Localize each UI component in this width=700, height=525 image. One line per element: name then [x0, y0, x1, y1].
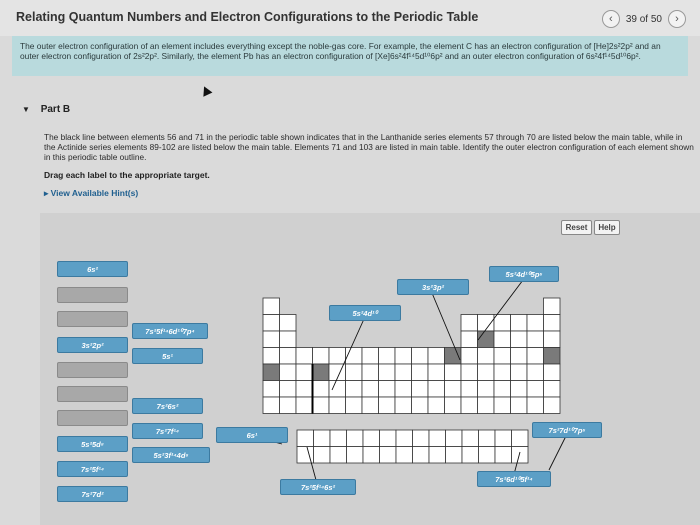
help-button[interactable]: Help — [594, 220, 620, 235]
element-cell — [478, 381, 495, 398]
element-cell — [527, 381, 544, 398]
element-cell — [263, 315, 280, 332]
element-cell — [527, 331, 544, 348]
f-block-cell — [380, 447, 397, 464]
element-cell — [544, 397, 561, 414]
f-block-cell — [429, 430, 446, 447]
label-7s2-6s2[interactable]: 7s²6s² — [132, 398, 203, 414]
element-cell — [313, 381, 330, 398]
element-cell — [494, 381, 511, 398]
element-cell — [346, 348, 363, 365]
element-cell — [263, 348, 280, 365]
f-block-cell — [413, 447, 430, 464]
chevron-left-icon[interactable]: ‹ — [602, 10, 620, 28]
element-cell — [527, 364, 544, 381]
element-cell — [346, 381, 363, 398]
f-block-cell — [396, 430, 413, 447]
f-block-cell — [462, 447, 479, 464]
f-block-cell — [297, 430, 314, 447]
element-cell — [296, 381, 313, 398]
element-cell — [296, 397, 313, 414]
element-cell — [527, 315, 544, 332]
element-cell — [428, 348, 445, 365]
label-3s2-2p2[interactable]: 3s²2p² — [57, 337, 128, 353]
element-cell — [280, 315, 297, 332]
page-counter: 39 of 50 — [625, 13, 662, 25]
element-cell — [313, 348, 330, 365]
element-cell — [263, 381, 280, 398]
label-7s2-6d10-5f14[interactable]: 7s²6d¹⁰5f¹⁴ — [477, 471, 551, 487]
instruction-text: Drag each label to the appropriate target. — [44, 170, 210, 180]
element-cell — [263, 364, 280, 381]
element-cell — [428, 364, 445, 381]
f-block-cell — [363, 447, 380, 464]
element-cell — [478, 315, 495, 332]
element-cell — [280, 331, 297, 348]
element-cell — [329, 397, 346, 414]
f-block-cell — [512, 430, 529, 447]
element-cell — [395, 381, 412, 398]
label-3s2-3p2[interactable]: 3s²3p² — [397, 279, 469, 295]
element-cell — [362, 364, 379, 381]
element-cell — [263, 298, 280, 315]
reset-button[interactable]: Reset — [561, 220, 592, 235]
f-block-cell — [495, 447, 512, 464]
label-5s2-4d10[interactable]: 5s²4d¹⁰ — [329, 305, 401, 321]
element-cell — [461, 348, 478, 365]
element-cell — [329, 381, 346, 398]
element-cell — [494, 364, 511, 381]
f-block-cell — [330, 447, 347, 464]
element-cell — [478, 397, 495, 414]
f-block-cell — [446, 430, 463, 447]
element-cell — [280, 397, 297, 414]
element-cell — [461, 381, 478, 398]
f-block-cell — [380, 430, 397, 447]
f-block-cell — [314, 447, 331, 464]
element-cell — [296, 348, 313, 365]
element-cell — [346, 397, 363, 414]
element-cell — [362, 397, 379, 414]
f-block-cell — [347, 447, 364, 464]
element-cell — [494, 315, 511, 332]
element-cell — [544, 331, 561, 348]
label-5s1[interactable]: 5s¹ — [132, 348, 203, 364]
label-7s2-7f14[interactable]: 7s²7f¹⁴ — [132, 423, 203, 439]
element-cell — [544, 364, 561, 381]
question-text: The black line between elements 56 and 71 in the periodic table shown indicates that in the Lanthanide series elements 57 through 70 are listed below the main table, while in the Actinide series elements 89-102 are listed below the main table. Elements 71 and 103 are listed in main table. Identify the outer electron configuration of each element shown in this periodic table outline. — [44, 132, 694, 162]
label-5s2-3f14-4d8[interactable]: 5s²3f¹⁴4d⁸ — [132, 447, 210, 463]
element-cell — [478, 364, 495, 381]
element-cell — [511, 331, 528, 348]
f-block-cell — [479, 447, 496, 464]
f-block-cell — [363, 430, 380, 447]
element-cell — [412, 348, 429, 365]
element-cell — [445, 381, 462, 398]
element-cell — [280, 364, 297, 381]
element-cell — [362, 348, 379, 365]
element-cell — [379, 364, 396, 381]
label-slot[interactable] — [57, 287, 128, 303]
part-label: Part B — [40, 104, 71, 115]
element-cell — [527, 348, 544, 365]
element-cell — [478, 331, 495, 348]
label-5s2-4d10-5p5[interactable]: 5s²4d¹⁰5p⁵ — [489, 266, 559, 282]
element-cell — [379, 381, 396, 398]
f-block-cell — [479, 430, 496, 447]
element-cell — [395, 397, 412, 414]
label-6s1[interactable]: 6s¹ — [216, 427, 288, 443]
element-cell — [527, 397, 544, 414]
element-cell — [511, 315, 528, 332]
f-block-cell — [495, 430, 512, 447]
f-block-cell — [330, 430, 347, 447]
label-6s2[interactable]: 6s² — [57, 261, 128, 277]
element-cell — [428, 381, 445, 398]
page-title: Relating Quantum Numbers and Electron Configurations to the Periodic Table — [16, 10, 479, 24]
element-cell — [461, 364, 478, 381]
element-cell — [544, 381, 561, 398]
label-7s2-7d2[interactable]: 7s²7d² — [57, 486, 128, 502]
element-cell — [280, 381, 297, 398]
element-cell — [346, 364, 363, 381]
element-cell — [395, 364, 412, 381]
f-block-cell — [512, 447, 529, 464]
chevron-right-icon[interactable]: › — [668, 10, 686, 28]
element-cell — [461, 397, 478, 414]
label-7s2-5f14-6d10-7p4[interactable]: 7s²5f¹⁴6d¹⁰7p⁴ — [132, 323, 208, 339]
label-slot[interactable] — [57, 410, 128, 426]
element-cell — [263, 331, 280, 348]
f-block-cell — [429, 447, 446, 464]
label-slot[interactable] — [57, 311, 128, 327]
element-cell — [395, 348, 412, 365]
element-cell — [511, 397, 528, 414]
f-block-cell — [413, 430, 430, 447]
element-cell — [412, 381, 429, 398]
element-cell — [362, 381, 379, 398]
f-block-cell — [347, 430, 364, 447]
label-7s2-7d10-7p5[interactable]: 7s²7d¹⁰7p⁵ — [532, 422, 602, 438]
f-block-cell — [396, 447, 413, 464]
view-hints-link[interactable]: ▸ View Available Hint(s) — [44, 188, 139, 198]
element-cell — [412, 364, 429, 381]
element-cell — [412, 397, 429, 414]
label-slot[interactable] — [57, 386, 128, 402]
element-cell — [461, 331, 478, 348]
element-cell — [379, 348, 396, 365]
element-cell — [379, 397, 396, 414]
label-7s2-5f14[interactable]: 7s²5f¹⁴ — [57, 461, 128, 477]
element-cell — [511, 348, 528, 365]
label-slot[interactable] — [57, 362, 128, 378]
element-cell — [478, 348, 495, 365]
element-cell — [263, 397, 280, 414]
element-cell — [280, 348, 297, 365]
element-cell — [511, 381, 528, 398]
element-cell — [494, 331, 511, 348]
element-cell — [544, 298, 561, 315]
intro-panel: The outer electron configuration of an element includes everything except the noble-gas core. For example, the element C has an electron configuration of [He]2s²2p² and an outer electron configuration of 2s²2p². Similarly, the element Pb has an electron configuration of [Xe]6s²4f¹⁴5d¹⁰6p² and an outer electron configuration of 6s²4f¹⁴5d¹⁰6p². — [12, 36, 688, 76]
label-7s2-5f14-6s2[interactable]: 7s²5f¹⁴6s² — [280, 479, 356, 495]
label-5s2-5d8[interactable]: 5s²5d⁸ — [57, 436, 128, 452]
triangle-down-icon[interactable]: ▼ — [22, 105, 30, 114]
element-cell — [296, 364, 313, 381]
f-block-cell — [462, 430, 479, 447]
element-cell — [544, 315, 561, 332]
element-cell — [445, 364, 462, 381]
element-cell — [445, 397, 462, 414]
element-cell — [461, 315, 478, 332]
element-cell — [511, 364, 528, 381]
f-block-cell — [446, 447, 463, 464]
element-cell — [313, 397, 330, 414]
element-cell — [329, 348, 346, 365]
element-cell — [494, 397, 511, 414]
f-block-cell — [314, 430, 331, 447]
leader-line — [549, 436, 566, 470]
element-cell — [494, 348, 511, 365]
element-cell — [544, 348, 561, 365]
element-cell — [428, 397, 445, 414]
element-cell — [313, 364, 330, 381]
